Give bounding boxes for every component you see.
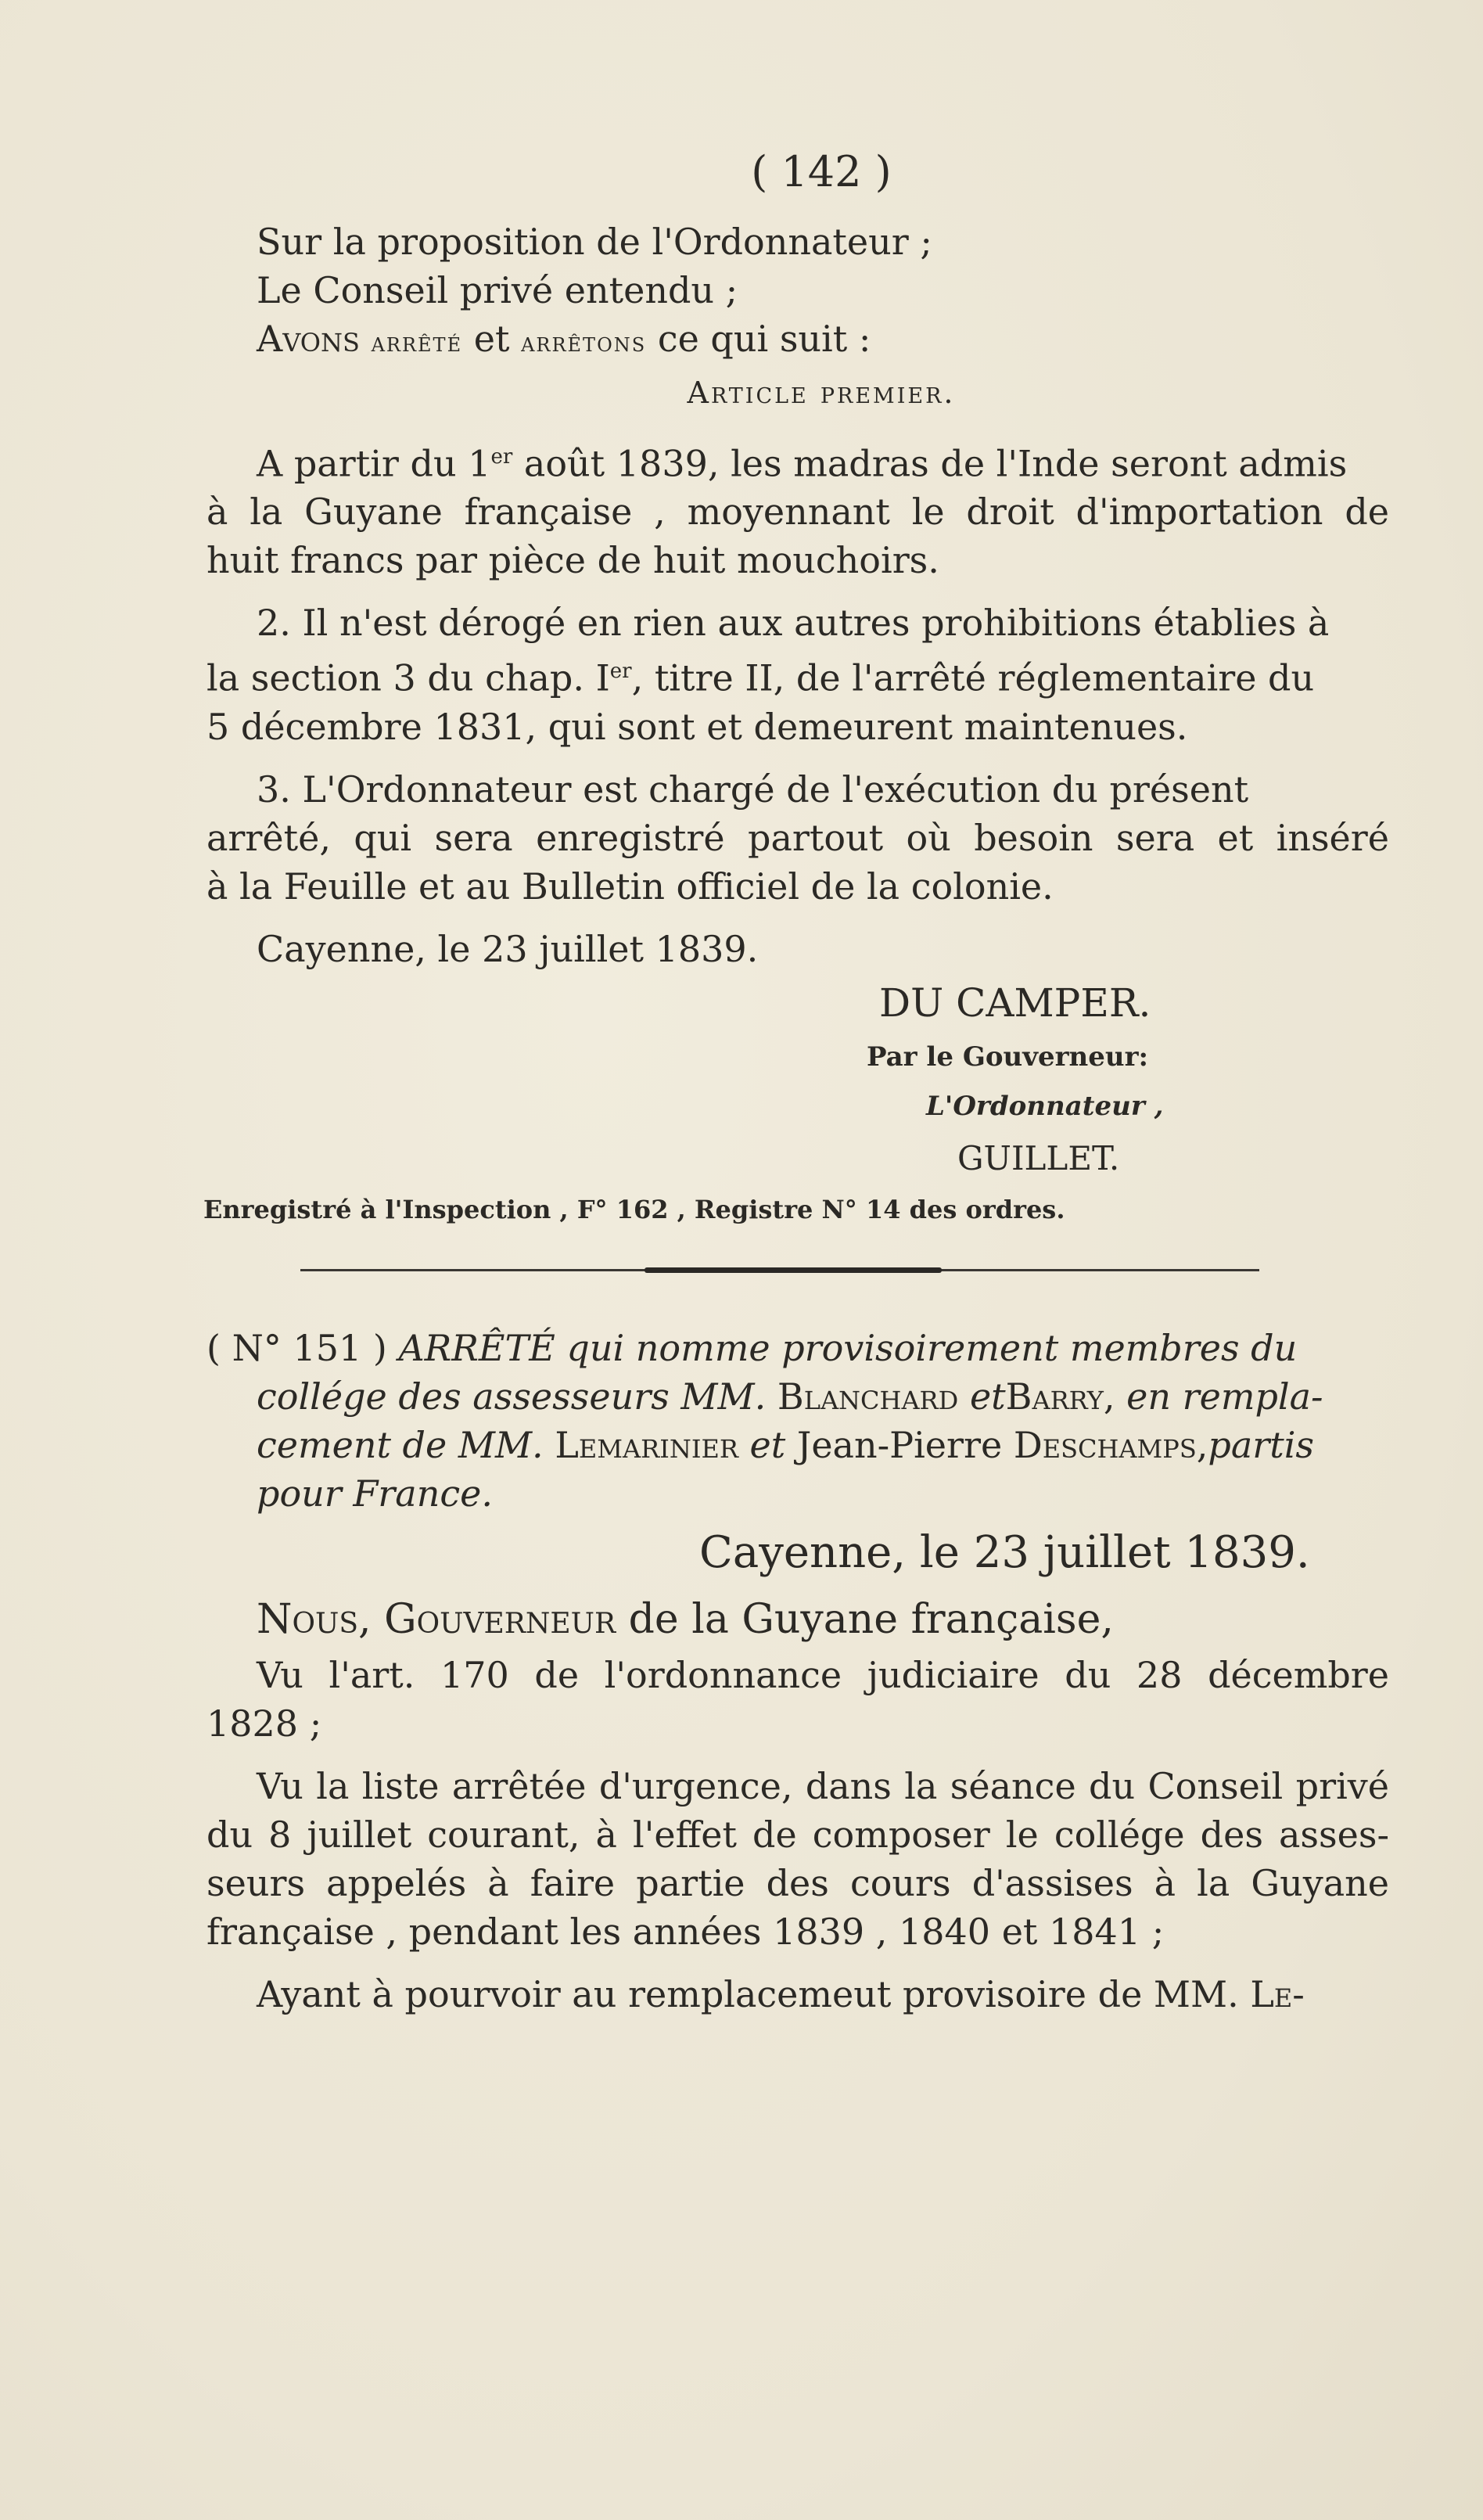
art2-text-a: la section 3 du chap. I — [206, 656, 610, 699]
text-column — [203, 141, 1389, 2019]
art1-line-1 — [206, 433, 1389, 487]
decree-title-line-3 — [206, 1421, 1389, 1469]
signatory-role: L'Ordonnateur , — [926, 1090, 1164, 1122]
decree-number: ( N° 151 ) — [206, 1326, 387, 1369]
ayant-text: Ayant à pourvoir au remplacemeut provisoire de MM. — [257, 1972, 1239, 2015]
et-word: et — [749, 1423, 786, 1466]
vu2-line-1: Vu la liste arrêtée d'urgence, dans la séance du Conseil privé — [257, 1764, 1389, 1807]
art2-line-3: 5 décembre 1831, qui sont et demeurent maintenues. — [206, 705, 1188, 748]
decree-date: Cayenne, le 23 juillet 1839. — [699, 1526, 1310, 1578]
decree-title-line-2 — [206, 1372, 1389, 1421]
arretons-word: arrêtons — [521, 327, 647, 358]
art3-line-3: à la Feuille et au Bulletin officiel de la colonie. — [206, 865, 1054, 908]
decree-title-line-4: pour France. — [257, 1472, 493, 1515]
nous-line — [206, 1588, 1389, 1651]
art2-text-b: , titre II, de l'arrêté réglementaire du — [631, 656, 1315, 699]
article-heading: Article premier. — [687, 376, 956, 410]
ayant-name: Le- — [1250, 1972, 1305, 2015]
register-note: Enregistré à l'Inspection , F° 162 , Registre N° 14 des ordres. — [203, 1194, 1065, 1224]
art2-sup: er — [609, 660, 632, 684]
art1-text-a: A partir du 1 — [257, 442, 491, 485]
name-lemarinier: Lemarinier — [555, 1423, 738, 1466]
section-divider — [206, 1233, 1389, 1305]
art1-line-2: à la Guyane française , moyennant le droit d'importation de — [206, 491, 1389, 534]
decree-title-c: en rempla- — [1126, 1375, 1323, 1418]
nous-rest: de la Guyane française, — [628, 1595, 1114, 1643]
vu2-line-3: seurs appelés à faire partie des cours d'assises à la Guyane — [206, 1861, 1389, 1904]
page-number: ( 142 ) — [751, 147, 892, 196]
decree-title-d: cement de MM. — [257, 1423, 544, 1466]
decree-title-b: collége des assesseurs MM. — [257, 1375, 767, 1418]
place-date: Cayenne, le 23 juillet 1839. — [257, 927, 759, 970]
ayant-line — [206, 1970, 1389, 2019]
name-barry: Barry, — [1005, 1375, 1115, 1418]
art2-line-1: 2. Il n'est dérogé en rien aux autres prohibitions établies à — [257, 602, 1330, 645]
art1-line-3: huit francs par pièce de huit mouchoirs. — [206, 539, 939, 582]
decree-title-e: partis — [1208, 1423, 1315, 1466]
vu1-line-1: Vu l'art. 170 de l'ordonnance judiciaire du 28 décembre — [257, 1653, 1389, 1696]
vu2-line-2: du 8 juillet courant, à l'effet de composer le collége des asses- — [206, 1813, 1389, 1856]
et-word: et — [969, 1375, 1006, 1418]
signature-block — [206, 973, 1389, 1186]
decree-title-a: ARRÊTÉ qui nomme provisoirement membres du — [398, 1326, 1298, 1369]
signatory-name: DU CAMPER. — [879, 980, 1151, 1026]
arrete-word: arrêté — [371, 327, 463, 358]
name-blanchard: Blanchard — [777, 1375, 959, 1418]
name-jean-pierre: Jean-Pierre — [796, 1423, 1003, 1466]
signatory-by: Par le Gouverneur: — [867, 1041, 1149, 1073]
art3-line-2: arrêté, qui sera enregistré partout où besoin sera et inséré — [206, 816, 1389, 859]
art3-line-1: 3. L'Ordonnateur est chargé de l'exécution du présent — [257, 768, 1249, 811]
et-word: et — [473, 318, 510, 360]
name-deschamps: Deschamps, — [1013, 1423, 1208, 1466]
decree-title-line-1 — [206, 1324, 1389, 1372]
avons-line — [206, 315, 1389, 367]
gouverneur-word: Gouverneur — [384, 1595, 616, 1643]
art1-text-b: août 1839, les madras de l'Inde seront admis — [512, 442, 1348, 485]
art2-line-2 — [206, 647, 1389, 702]
suit-word: ce qui suit : — [657, 318, 871, 360]
signatory-name-2: GUILLET. — [957, 1138, 1120, 1177]
divider-ornament — [645, 1267, 942, 1273]
nous-word: Nous, — [257, 1595, 372, 1643]
art1-sup: er — [490, 445, 513, 469]
vu1-line-2: 1828 ; — [206, 1702, 322, 1745]
vu2-line-4: française , pendant les années 1839 , 1840 et 1841 ; — [206, 1910, 1165, 1953]
avons-word: Avons — [257, 318, 360, 360]
text-line: Sur la proposition de l'Ordonnateur ; — [257, 221, 932, 263]
text-line: Le Conseil privé entendu ; — [257, 269, 738, 311]
